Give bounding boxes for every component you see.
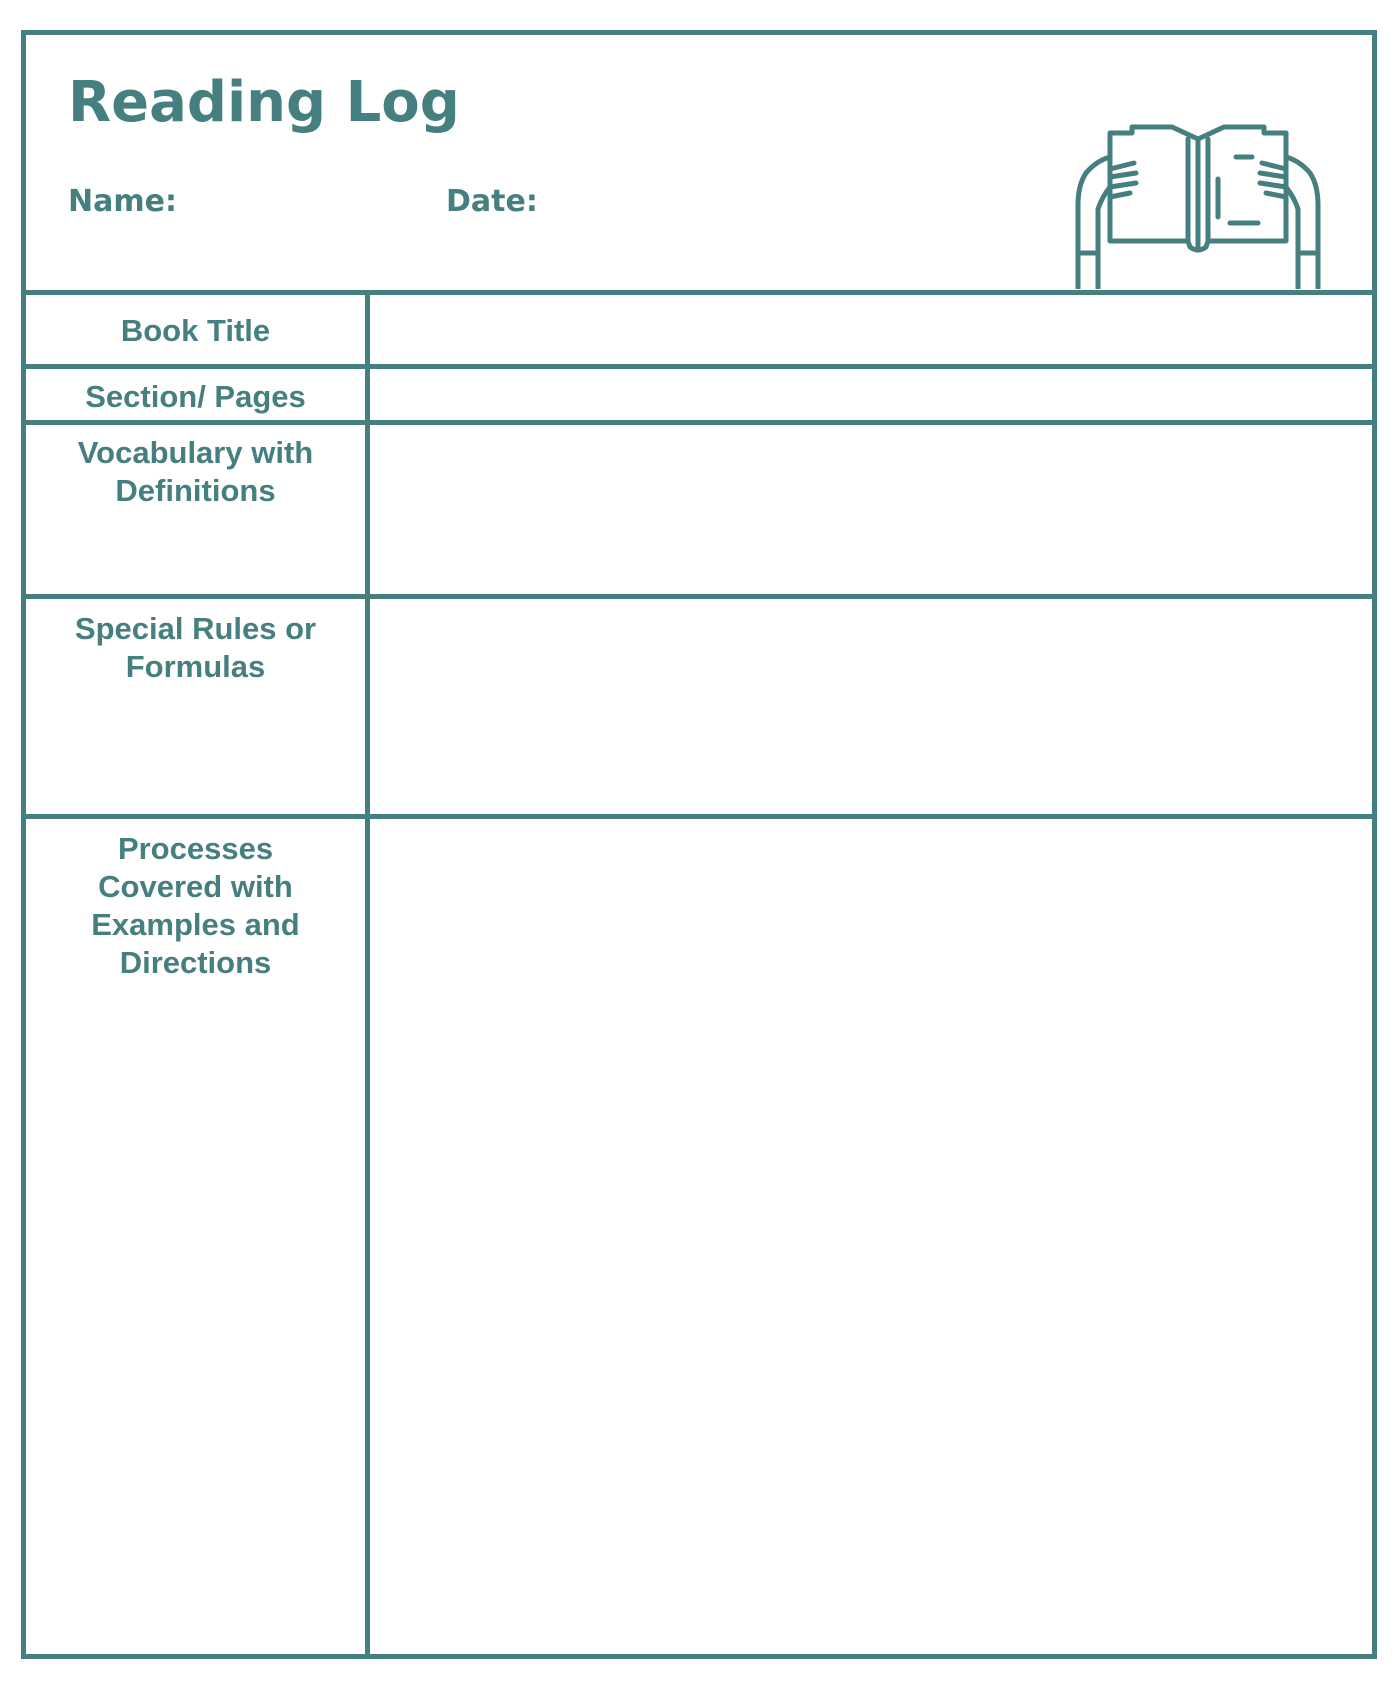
reading-book-icon — [1074, 113, 1332, 289]
row-label-section-pages: Section/ Pages — [85, 379, 306, 414]
date-label: Date: — [446, 184, 538, 219]
row-label-vocabulary: Vocabulary with Definitions — [77, 435, 314, 508]
name-label: Name: — [68, 184, 177, 219]
row-label-special-rules: Special Rules or Formulas — [74, 611, 317, 684]
section-pages-field[interactable] — [370, 369, 1372, 420]
page-title: Reading Log — [68, 70, 460, 135]
book-title-field[interactable] — [370, 295, 1372, 364]
row-label-processes: Processes Covered with Examples and Directions — [91, 831, 300, 980]
reading-log-sheet — [21, 30, 1377, 1659]
row-label-book-title: Book Title — [120, 313, 271, 348]
header — [26, 35, 1372, 309]
processes-field[interactable] — [370, 819, 1372, 1654]
vocabulary-field[interactable] — [370, 425, 1372, 594]
special-rules-field[interactable] — [370, 599, 1372, 814]
